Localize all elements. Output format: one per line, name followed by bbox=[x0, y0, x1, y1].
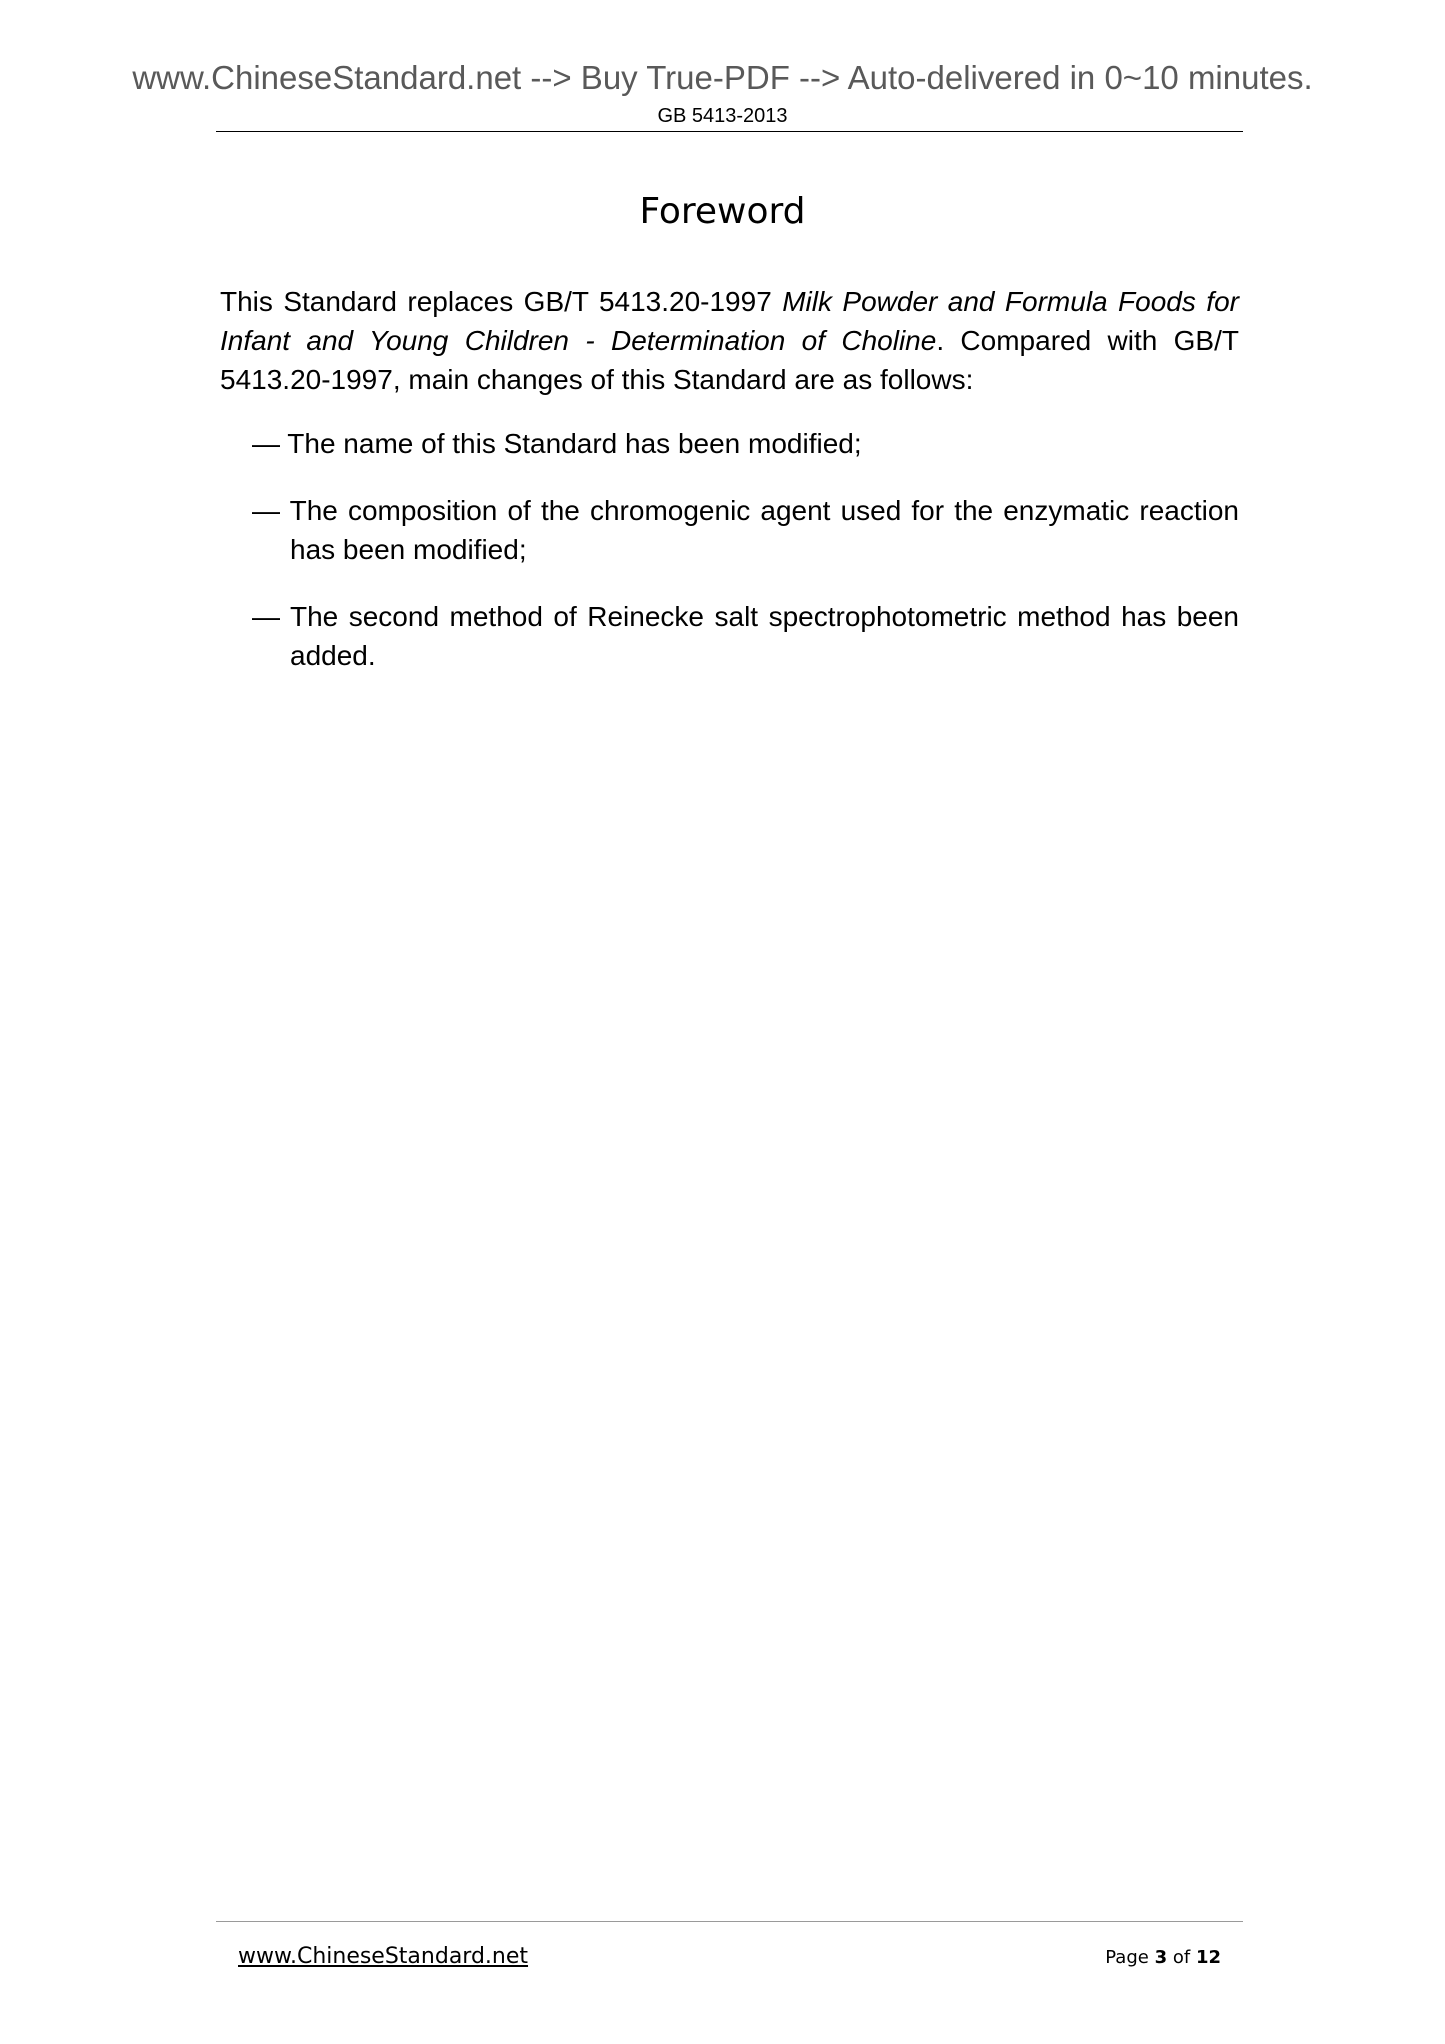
intro-text-end: . Compared with GB/T 5413.20-1997, main changes of this Standard are as follows: bbox=[220, 325, 1239, 395]
page-number bbox=[1105, 1946, 1221, 1970]
top-banner-link[interactable]: www.ChineseStandard.net --> Buy True-PDF --> Auto-delivered in 0~10 minutes. bbox=[132, 59, 1313, 96]
footer-website-link[interactable]: www.ChineseStandard.net bbox=[238, 1944, 529, 1969]
change-item: — The name of this Standard has been modified; bbox=[252, 428, 862, 459]
page-of: of bbox=[1172, 1947, 1191, 1968]
footer-divider bbox=[216, 1921, 1243, 1922]
change-item: — The composition of the chromogenic agent used for the enzymatic reaction has been modified; bbox=[252, 495, 1239, 565]
intro-text-start: This Standard replaces GB/T 5413.20-1997 bbox=[220, 286, 783, 317]
page-current: 3 bbox=[1154, 1947, 1168, 1968]
changes-list bbox=[252, 424, 1239, 703]
intro-paragraph bbox=[220, 282, 1239, 399]
header-divider bbox=[216, 131, 1243, 132]
replaced-standard-title: Milk Powder and Formula Foods for Infant and Young Children - Determination of Choline bbox=[220, 286, 1239, 356]
standard-number: GB 5413-2013 bbox=[657, 105, 788, 127]
page-title: Foreword bbox=[639, 191, 806, 232]
page-total: 12 bbox=[1195, 1947, 1221, 1968]
change-item: — The second method of Reinecke salt spectrophotometric method has been added. bbox=[252, 601, 1239, 671]
page-word: Page bbox=[1105, 1947, 1149, 1968]
